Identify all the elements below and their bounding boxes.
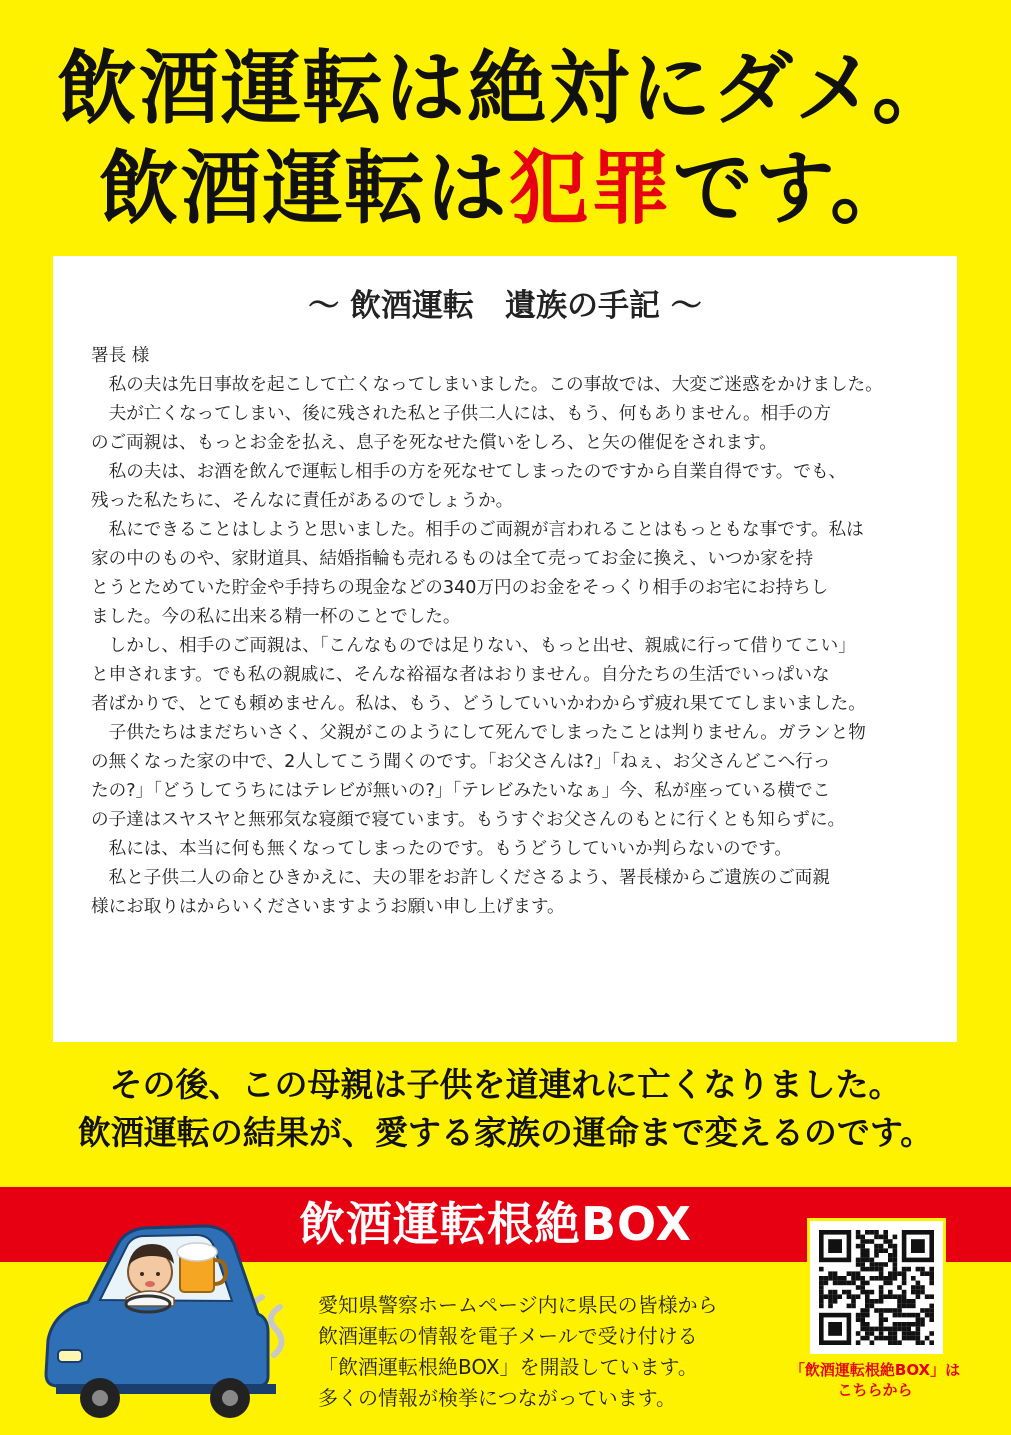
headline-line-2-suffix: です。 (672, 141, 913, 235)
car-illustration (30, 1212, 290, 1422)
letter-title: ～ 飲酒運転 遺族の手記 ～ (308, 288, 702, 324)
qr-code[interactable] (807, 1218, 946, 1357)
letter-line: 私には、本当に何も無くなってしまったのです。もうどうしていいか判らないのです。 (108, 839, 792, 859)
letter-line: 者ばかりで、とても頼めません。私は、もう、どうしていいかわからず疲れ果ててしまいました。 (91, 694, 866, 714)
letter-line: 夫が亡くなってしまい、後に残された私と子供二人には、もう、何もありません。相手の方 (108, 404, 831, 424)
box-title: 飲酒運転根絶BOX (299, 1197, 692, 1251)
headline-line-2-prefix: 飲酒運転は (98, 141, 509, 235)
letter-line: と申されます。でも私の親戚に、そんな裕福な者はおりません。自分たちの生活でいっぱいな (91, 665, 830, 685)
letter-line: 署長 様 (91, 346, 150, 366)
letter-panel (53, 256, 957, 1042)
box-info-line: 「飲酒運転根絶BOX」を開設しています。 (318, 1355, 698, 1379)
letter-line: 家の中のものや、家財道具、結婚指輪も売れるものは全て売ってお金に換え、いつか家を持 (91, 549, 814, 569)
closing-line-2: 飲酒運転の結果が、愛する家族の運命まで変えるのです。 (77, 1113, 934, 1152)
letter-body (91, 342, 931, 922)
letter-line: 様にお取りはからいくださいますようお願い申し上げます。 (91, 897, 565, 917)
letter-line: しかし、相手のご両親は、「こんなものでは足りない、もっと出せ、親戚に行って借りてこい」 (108, 636, 856, 656)
headline-line-2 (0, 138, 1011, 238)
letter-line: 子供たちはまだちいさく、父親がこのようにして死んでしまったことは判りません。ガランと物 (108, 723, 866, 743)
letter-line: の子達はスヤスヤと無邪気な寝顔で寝ています。もうすぐお父さんのもとに行くとも知らずに。 (91, 810, 846, 830)
box-info (318, 1290, 788, 1414)
closing-line-1: その後、この母親は子供を道連れに亡くなりました。 (109, 1065, 902, 1104)
letter-line: ました。今の私に出来る精一杯のことでした。 (91, 607, 461, 627)
letter-line: 残った私たちに、そんなに責任があるのでしょうか。 (91, 491, 514, 511)
qr-caption-line-1: 「飲酒運転根絶BOX」は (789, 1361, 961, 1379)
letter-line: の無くなった家の中で、2人してこう聞くのです。「お父さんは?」「ねぇ、お父さんどこへ行っ (91, 752, 831, 772)
letter-line: たの?」「どうしてうちにはテレビが無いの?」「テレビみたいなぁ」今、私が座っている横でこ (91, 781, 831, 801)
letter-line: 私の夫は先日事故を起こして亡くなってしまいました。この事故では、大変ご迷惑をかけました。 (108, 375, 883, 395)
box-info-line: 多くの情報が検挙につながっています。 (318, 1386, 676, 1410)
letter-line: のご両親は、もっとお金を払え、息子を死なせた償いをしろ、と矢の催促をされます。 (91, 433, 777, 453)
qr-code-icon (810, 1221, 943, 1354)
letter-line: 私にできることはしようと思いました。相手のご両親が言われることはもっともな事です。私は (108, 520, 864, 540)
headline-line-1: 飲酒運転は絶対にダメ。 (56, 41, 955, 135)
box-info-line: 愛知県警察ホームページ内に県民の皆様から (318, 1293, 718, 1317)
qr-caption-line-2: こちらから (837, 1381, 913, 1399)
headline-highlight-crime: 犯罪 (508, 141, 673, 235)
letter-line: とうとためていた貯金や手持ちの現金などの340万円のお金をそっくり相手のお宅にお持ちし (91, 578, 829, 598)
qr-caption (775, 1360, 975, 1400)
box-info-line: 飲酒運転の情報を電子メールで受け付ける (318, 1324, 698, 1348)
letter-line: 私の夫は、お酒を飲んで運転し相手の方を死なせてしまったのですから自業自得です。でも、 (108, 462, 847, 482)
letter-line: 私と子供二人の命とひきかえに、夫の罪をお許しくださるよう、署長様からご遺族のご両親 (108, 868, 830, 888)
